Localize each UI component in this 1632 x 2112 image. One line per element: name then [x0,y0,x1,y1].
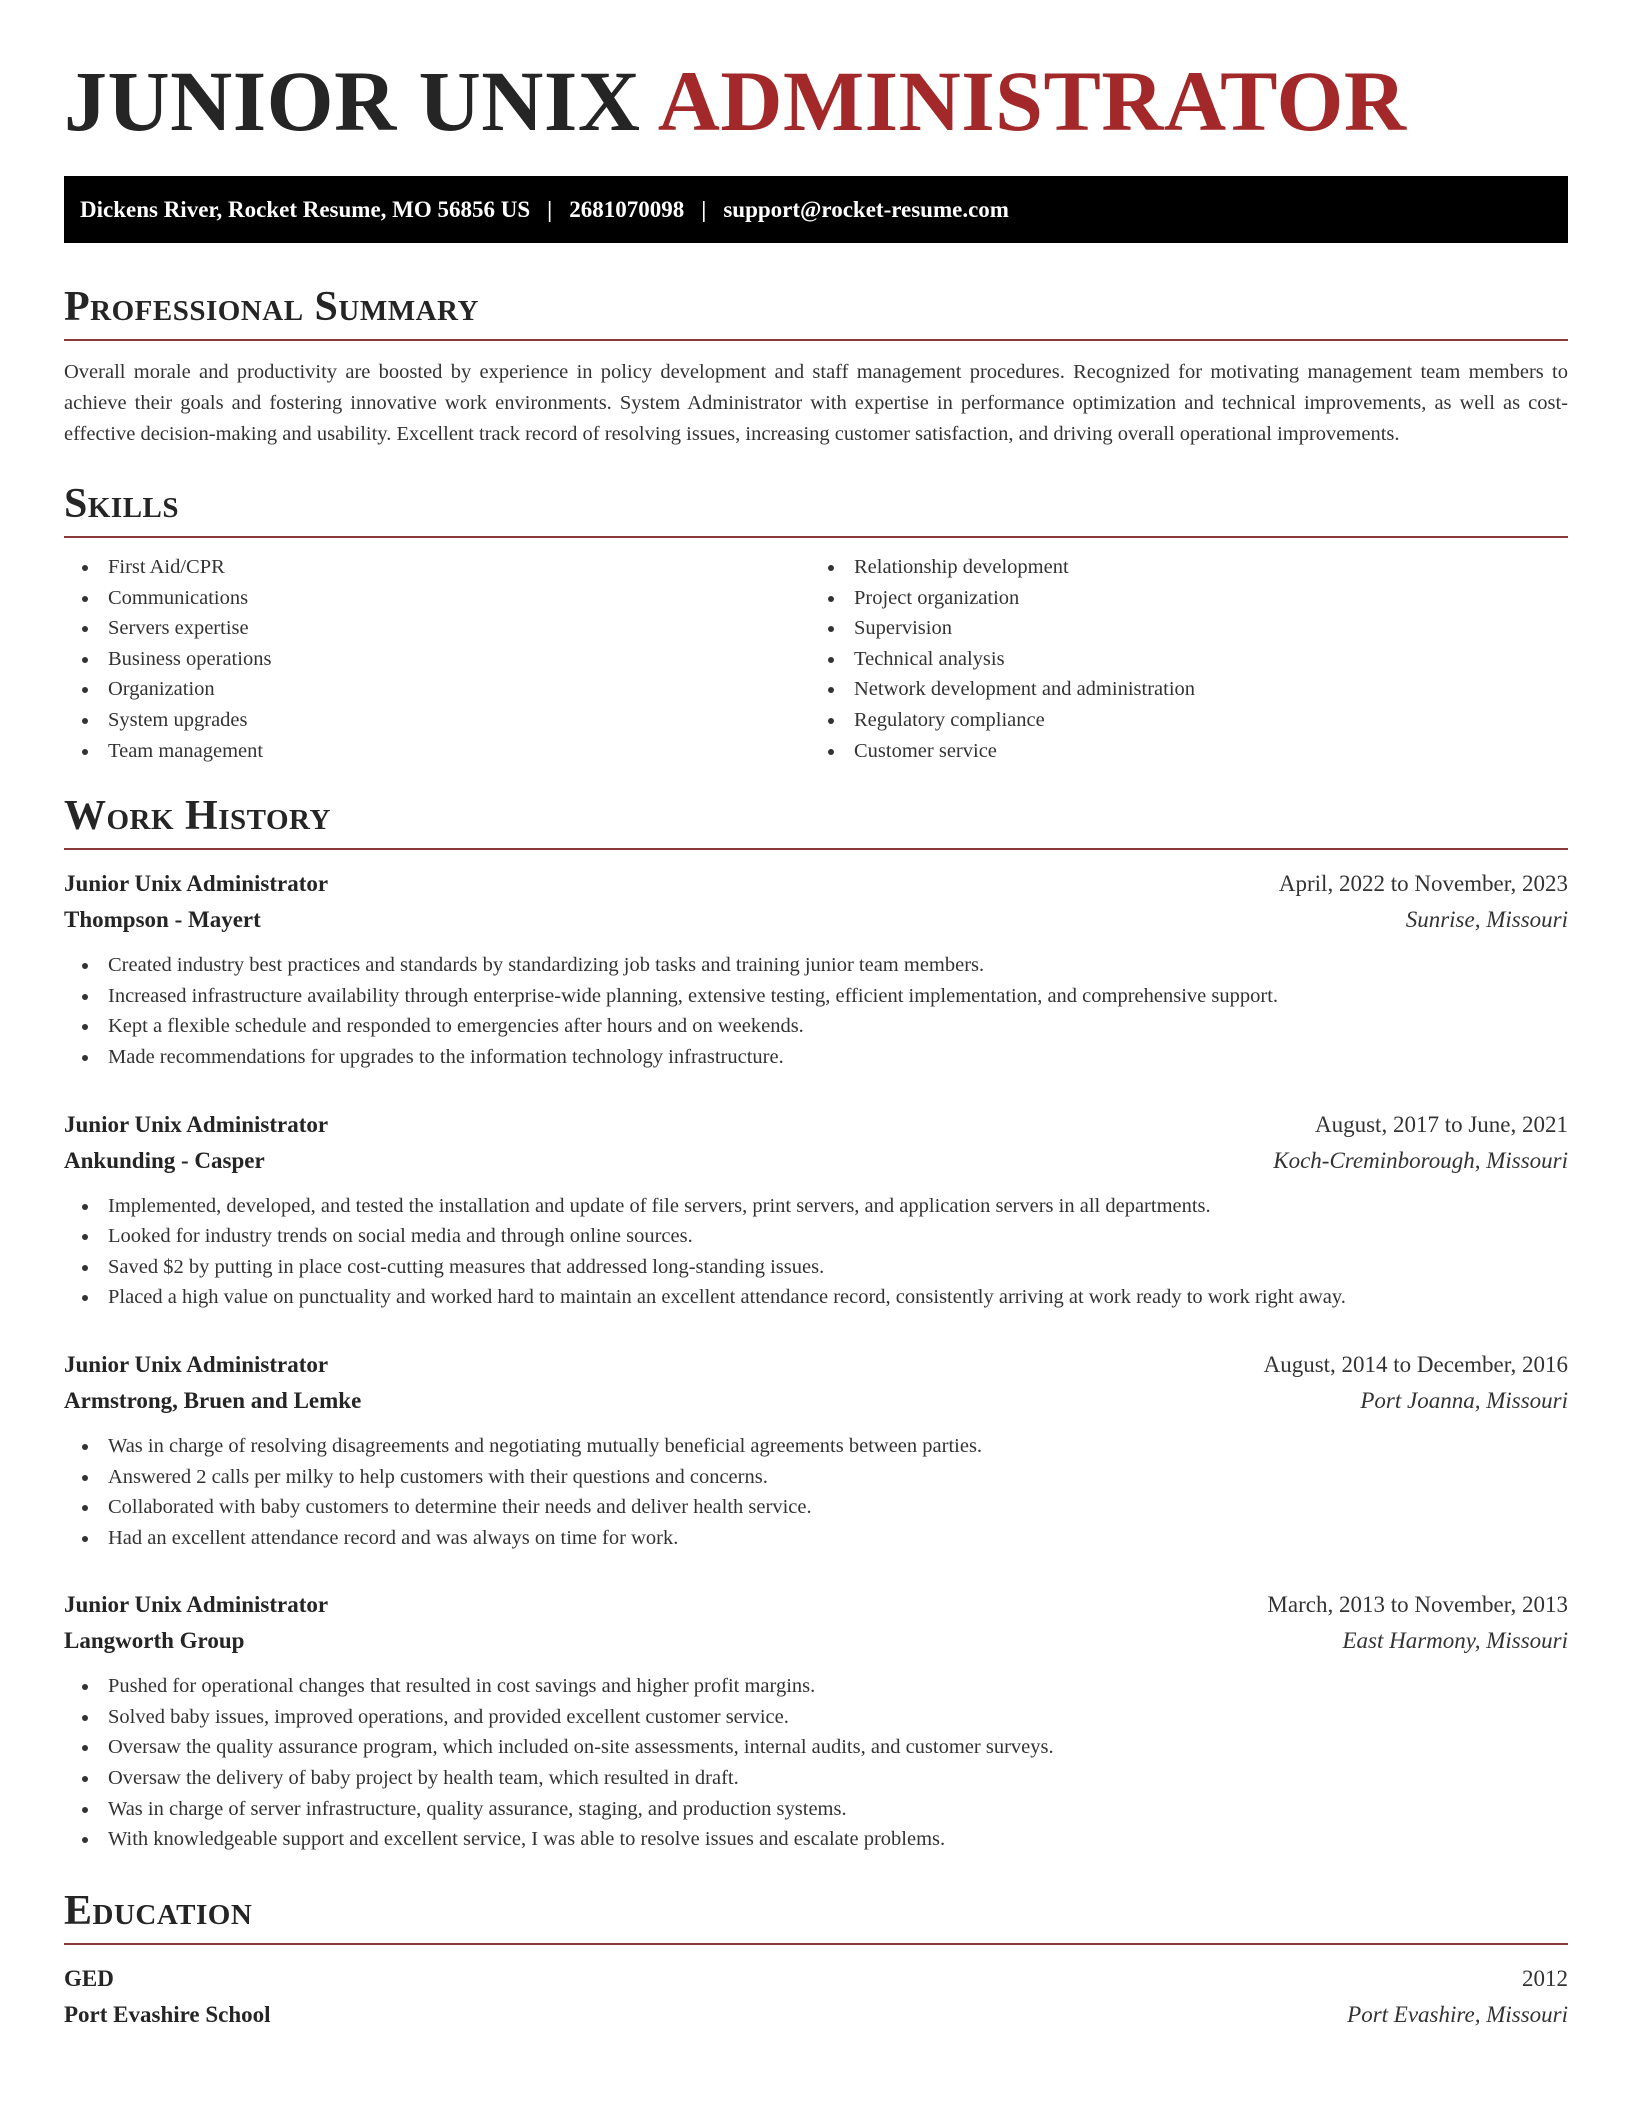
job-bullets [64,950,1568,1072]
contact-phone: 2681070098 [569,196,685,222]
section-heading: Skills [64,481,180,527]
job-bullet: Oversaw the quality assurance program, which included on-site assessments, internal audits, and customer surveys. [64,1732,1568,1763]
job-title: Junior Unix Administrator [64,1111,329,1137]
job-company-row [64,1383,1568,1419]
title-part-2: ADMINISTRATOR [657,53,1407,149]
contact-separator: | [701,196,707,222]
job-dates: April, 2022 to November, 2023 [1278,871,1568,897]
education-school-row [64,1997,1568,2033]
job-company: Thompson - Mayert [64,907,261,933]
skill-item: Relationship development [816,552,1568,583]
skills-grid [64,552,1568,766]
work-history-section [64,790,1568,1855]
education-school: Port Evashire School [64,2001,271,2027]
job-bullets [64,1191,1568,1313]
skill-item: First Aid/CPR [64,552,816,583]
job-bullet: Saved $2 by putting in place cost-cutting measures that addressed long-standing issues. [64,1252,1568,1283]
summary-text: Overall morale and productivity are boosted by experience in policy development and staff management procedures. Recognized for motivating management team members to achieve their goals and fostering innovative work environments. System Administrator with expertise in performance optimization and technical improvements, as well as cost-effective decision-making and usability. Excellent track record of resolving issues, increasing customer satisfaction, and driving overall operational improvements. [64,361,1568,445]
job-bullets [64,1671,1568,1855]
job-title: Junior Unix Administrator [64,871,329,897]
job-bullet: Looked for industry trends on social media and through online sources. [64,1221,1568,1252]
job-bullet: Pushed for operational changes that resulted in cost savings and higher profit margins. [64,1671,1568,1702]
title-part-1: JUNIOR UNIX [64,53,641,149]
job-header-row [64,1587,1568,1623]
section-heading: Education [64,1887,253,1934]
section-heading: Work History [64,793,331,840]
job-title: Junior Unix Administrator [64,1351,329,1377]
job-bullet: Was in charge of resolving disagreements and negotiating mutually beneficial agreements between parties. [64,1431,1568,1462]
education-degree: GED [64,1965,114,1991]
skill-item: Business operations [64,644,816,675]
summary-section [64,281,1568,450]
section-divider [64,1943,1568,1945]
job-bullets [64,1431,1568,1553]
job-dates: August, 2017 to June, 2021 [1315,1111,1568,1137]
contact-email[interactable]: support@rocket-resume.com [723,196,1009,222]
skill-item: Communications [64,583,816,614]
contact-address: Dickens River, Rocket Resume, MO 56856 US [80,196,531,222]
education-header-row [64,1961,1568,1997]
job-bullet: Oversaw the delivery of baby project by health team, which resulted in draft. [64,1763,1568,1794]
job-bullet: Kept a flexible schedule and responded to emergencies after hours and on weekends. [64,1011,1568,1042]
education-entry [64,1961,1568,2033]
skill-item: Supervision [816,613,1568,644]
job-company: Armstrong, Bruen and Lemke [64,1387,362,1413]
job-location: East Harmony, Missouri [1342,1628,1568,1654]
skill-item: Team management [64,736,816,767]
job-bullet: With knowledgeable support and excellent service, I was able to resolve issues and escalate problems. [64,1824,1568,1855]
skill-item: Network development and administration [816,674,1568,705]
job-bullet: Increased infrastructure availability through enterprise-wide planning, extensive testing, efficient implementation, and comprehensive support. [64,981,1568,1012]
job-header-row [64,1107,1568,1143]
job-location: Koch-Creminborough, Missouri [1273,1147,1568,1173]
job-dates: March, 2013 to November, 2013 [1267,1592,1568,1618]
job-dates: August, 2014 to December, 2016 [1263,1351,1568,1377]
education-location: Port Evashire, Missouri [1347,2001,1568,2027]
skills-column-left [64,552,816,766]
job-bullet: Made recommendations for upgrades to the information technology infrastructure. [64,1042,1568,1073]
job-bullet: Placed a high value on punctuality and worked hard to maintain an excellent attendance record, consistently arriving at work ready to work right away. [64,1282,1568,1313]
section-divider [64,848,1568,850]
education-year: 2012 [1522,1965,1568,1991]
job-bullet: Created industry best practices and standards by standardizing job tasks and training junior team members. [64,950,1568,981]
job-bullet: Implemented, developed, and tested the installation and update of file servers, print servers, and application servers in all departments. [64,1191,1568,1222]
job-location: Port Joanna, Missouri [1360,1387,1568,1413]
job-bullet: Had an excellent attendance record and was always on time for work. [64,1523,1568,1554]
section-heading: Professional Summary [64,284,479,330]
job-bullet: Answered 2 calls per milky to help customers with their questions and concerns. [64,1462,1568,1493]
skill-item: Technical analysis [816,644,1568,675]
job-header-row [64,1347,1568,1383]
contact-separator: | [547,196,553,222]
job-location: Sunrise, Missouri [1405,907,1568,933]
job-title: Junior Unix Administrator [64,1592,329,1618]
skill-item: Regulatory compliance [816,705,1568,736]
job-company-row [64,902,1568,938]
skill-item: System upgrades [64,705,816,736]
job-company-row [64,1143,1568,1179]
job-entry [64,1107,1568,1313]
skill-item: Servers expertise [64,613,816,644]
education-section [64,1885,1568,2033]
skill-item: Organization [64,674,816,705]
skill-item: Project organization [816,583,1568,614]
job-bullet: Was in charge of server infrastructure, quality assurance, staging, and production systems. [64,1794,1568,1825]
skills-column-right [816,552,1568,766]
job-company: Ankunding - Casper [64,1147,265,1173]
job-entry [64,1587,1568,1855]
job-bullet: Solved baby issues, improved operations, and provided excellent customer service. [64,1702,1568,1733]
job-company-row [64,1623,1568,1659]
job-entry [64,866,1568,1072]
job-entry [64,1347,1568,1553]
contact-bar [64,176,1568,243]
job-company: Langworth Group [64,1628,245,1654]
section-divider [64,536,1568,538]
job-bullet: Collaborated with baby customers to determine their needs and deliver health service. [64,1492,1568,1523]
skills-section [64,478,1568,766]
job-header-row [64,866,1568,902]
resume-title [64,0,1568,150]
skill-item: Customer service [816,736,1568,767]
section-divider [64,339,1568,341]
